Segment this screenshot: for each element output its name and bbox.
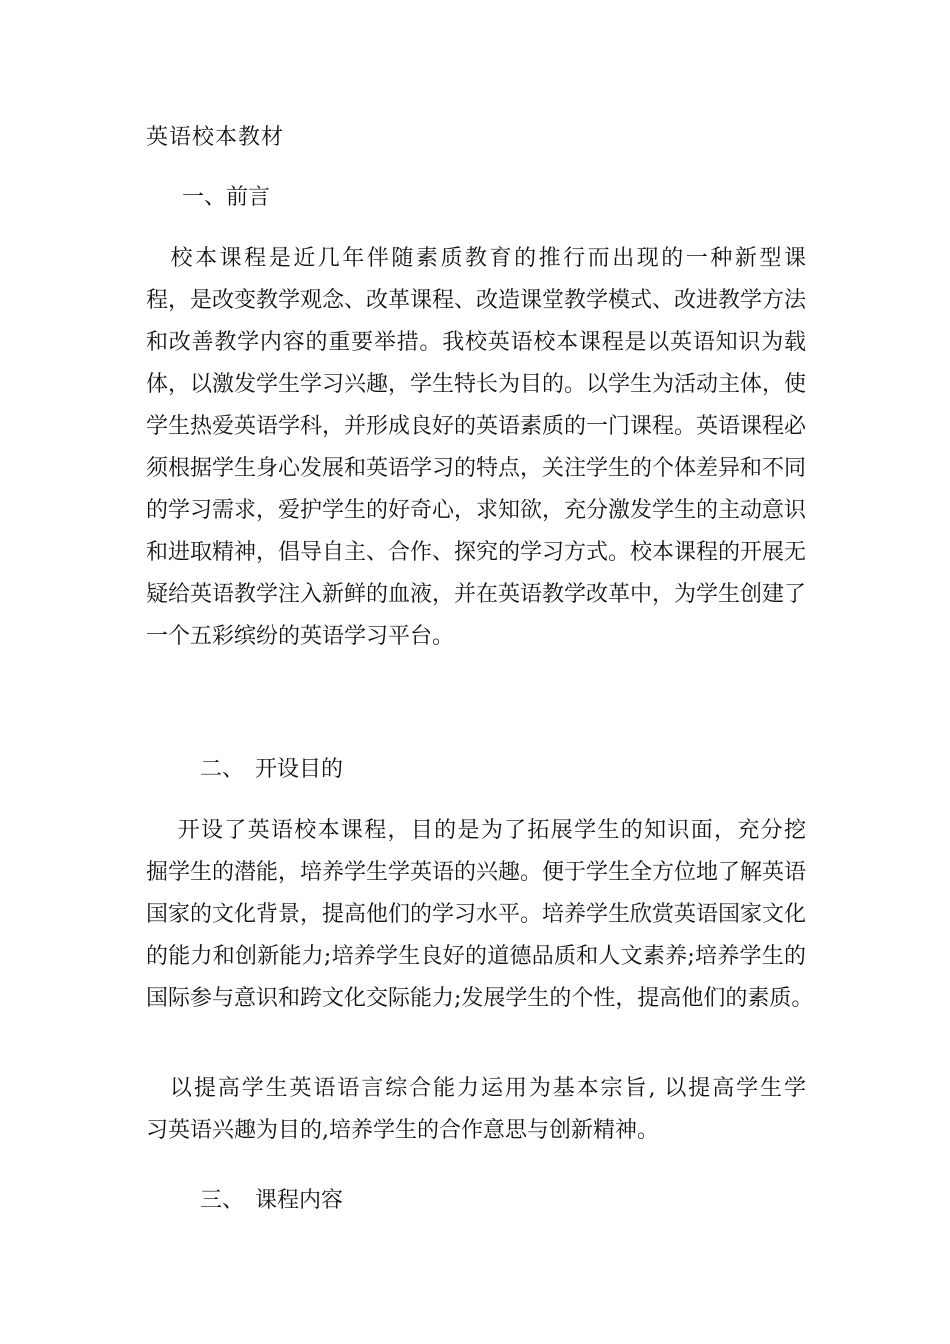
paragraph-line: 开设了英语校本课程，目的是为了拓展学生的知识面，充分挖 [146,818,806,843]
paragraph-line: 国家的文化背景，提高他们的学习水平。培养学生欣赏英语国家文化 [146,902,807,927]
purpose-paragraph [146,810,814,1020]
paragraph-line: 校本课程是近几年伴随素质教育的推行而出现的一种新型课 [146,246,806,271]
paragraph-line: 须根据学生身心发展和英语学习的特点，关注学生的个体差异和不同 [146,456,807,481]
paragraph-line: 国际参与意识和跨文化交际能力;发展学生的个性，提高他们的素质。 [146,986,814,1011]
paragraph-line: 掘学生的潜能，培养学生学英语的兴趣。便于学生全方位地了解英语 [146,860,807,885]
paragraph-line: 以提高学生英语语言综合能力运用为基本宗旨, 以提高学生学 [146,1076,806,1101]
section-heading-purpose: 二、 开设目的 [200,757,344,782]
paragraph-line: 习英语兴趣为目的,培养学生的合作意思与创新精神。 [146,1118,659,1143]
purpose-aim-paragraph [146,1068,806,1152]
paragraph-line: 体，以激发学生学习兴趣，学生特长为目的。以学生为活动主体，使 [146,372,807,397]
paragraph-line: 和改善教学内容的重要举措。我校英语校本课程是以英语知识为载 [146,330,806,355]
paragraph-line: 的学习需求，爱护学生的好奇心，求知欲，充分激发学生的主动意识 [146,498,807,523]
paragraph-line: 的能力和创新能力;培养学生良好的道德品质和人文素养;培养学生的 [146,944,806,969]
paragraph-line: 程，是改变教学观念、改革课程、改造课堂教学模式、改进教学方法 [146,288,807,313]
paragraph-line: 一个五彩缤纷的英语学习平台。 [146,624,455,649]
section-heading-content: 三、 课程内容 [200,1188,344,1213]
paragraph-line: 和进取精神，倡导自主、合作、探究的学习方式。校本课程的开展无 [146,540,807,565]
document-title: 英语校本教材 [146,125,285,150]
section-heading-preface: 一、前言 [182,185,271,210]
preface-paragraph [146,238,806,658]
paragraph-line: 疑给英语教学注入新鲜的血液，并在英语教学改革中，为学生创建了 [146,582,807,607]
paragraph-line: 学生热爱英语学科，并形成良好的英语素质的一门课程。英语课程必 [146,414,807,439]
